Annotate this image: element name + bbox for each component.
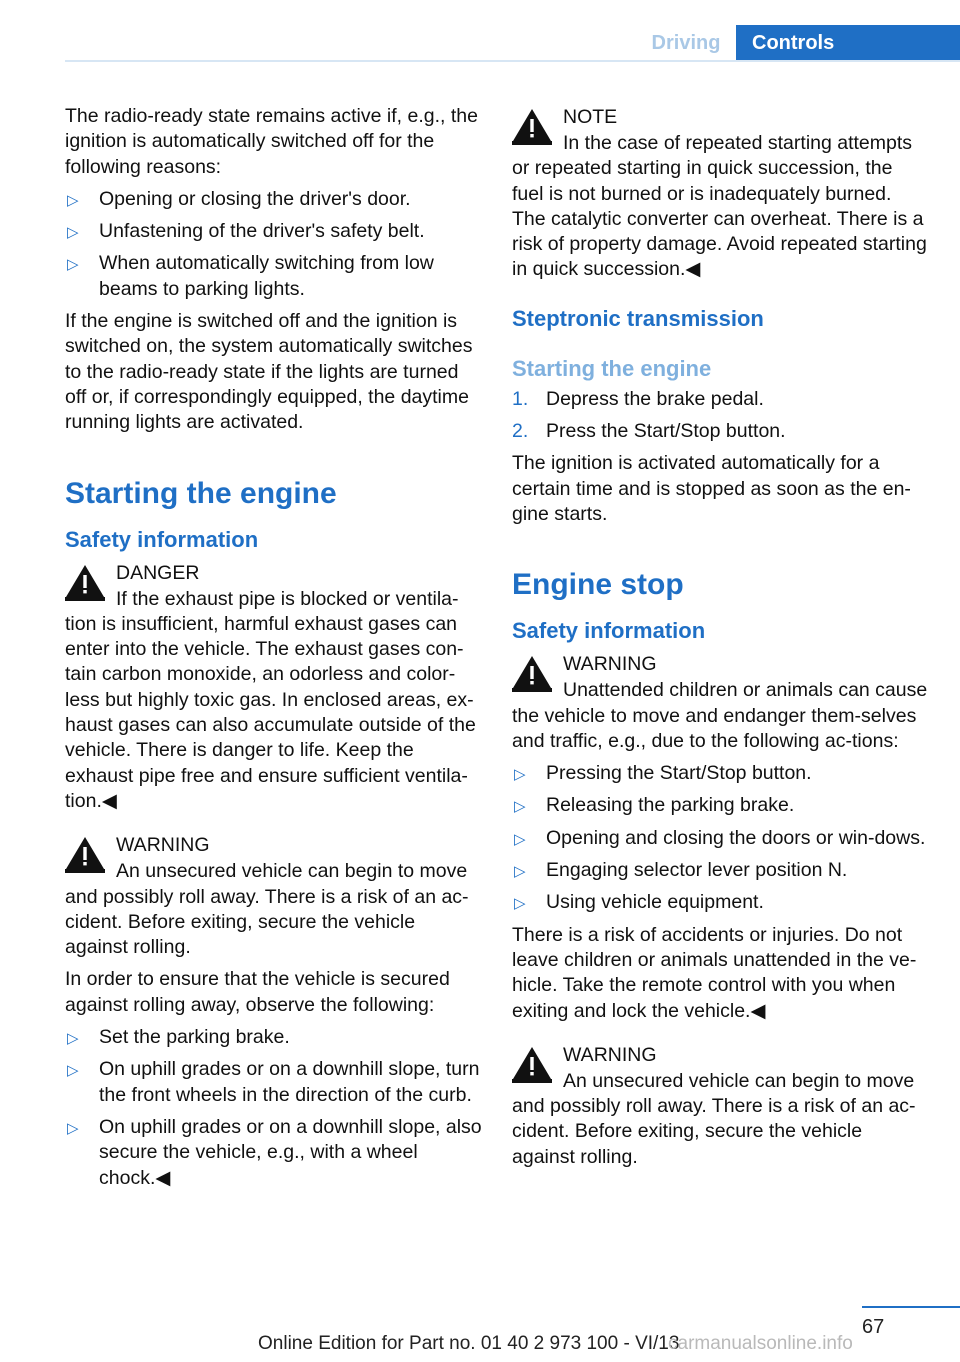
reasons-list (65, 187, 483, 302)
risk-paragraph: There is a risk of accidents or injuries. Do not leave children or animals unattended in the ve-hicle. Take the remote control with you when exiting and lock the vehicle.◀ (512, 923, 917, 1022)
list-item: ▷ Opening or closing the driver's door. (65, 187, 483, 212)
secure-paragraph: In order to ensure that the vehicle is secured against rolling away, observe the following: (65, 968, 450, 1016)
warning-triangle-icon (65, 563, 105, 601)
list-item: ▷ Opening and closing the doors or win-dows. (512, 826, 928, 851)
footer-rule (862, 1306, 960, 1308)
danger-label: DANGER (116, 561, 200, 584)
triangle-bullet-icon: ▷ (67, 1062, 79, 1080)
warning-text: An unsecured vehicle can begin to move and possibly roll away. There is a risk of an ac-cident. Before exiting, secure the vehicle against rolling. (512, 1069, 916, 1168)
edition-footer: Online Edition for Part no. 01 40 2 973 100 - VI/13 (258, 1333, 680, 1354)
left-column (65, 104, 483, 1198)
list-item: ▷ Unfastening of the driver's safety belt. (65, 219, 483, 244)
radio-ready-paragraph: If the engine is switched off and the ignition is switched on, the system automatically switches to the radio-ready state if the lights are turned off or, if correspondingly equipped, the daytime running lights are activated. (65, 310, 473, 434)
list-item: ▷ Pressing the Start/Stop button. (512, 761, 928, 786)
section-title-starting: Starting the engine (65, 476, 337, 510)
subsection-title-safety: Safety information (65, 526, 259, 552)
note-text: In the case of repeated starting attempts or repeated starting in quick succession, the fuel is not burned or is inadequately burned. The catalytic converter can overheat. There is a risk of property damage. Avoid repeated starting in quick succession.◀ (512, 132, 927, 281)
warning-triangle-icon (512, 1045, 552, 1083)
list-item: ▷ Using vehicle equipment. (512, 890, 928, 915)
triangle-bullet-icon: ▷ (514, 830, 526, 848)
page-number: 67 (862, 1316, 885, 1338)
triangle-bullet-icon: ▷ (67, 1119, 79, 1137)
subsection-title-starting: Starting the engine (512, 355, 712, 381)
list-item: ▷ On uphill grades or on a downhill slope, also secure the vehicle, e.g., with a wheel chock.◀ (67, 1115, 482, 1189)
ignition-paragraph: The ignition is activated automatically for a certain time and is stopped as soon as the en-gine starts. (512, 452, 911, 525)
actions-list (512, 761, 928, 915)
tab-driving: Driving (651, 32, 721, 54)
steps-list (65, 1025, 483, 1191)
warning-triangle-icon (65, 835, 105, 873)
list-item: ▷ When automatically switching from low beams to parking lights. (67, 252, 434, 300)
list-item: 2. Press the Start/Stop button. (512, 420, 786, 443)
triangle-bullet-icon: ▷ (67, 1030, 79, 1048)
triangle-bullet-icon: ▷ (514, 895, 526, 913)
warning-label: WARNING (563, 1043, 657, 1066)
tab-controls: Controls (736, 25, 960, 61)
triangle-bullet-icon: ▷ (67, 224, 79, 242)
warning-text: Unattended children or animals can cause the vehicle to move and endanger them-selves and traffic, e.g., due to the following ac-tions: (512, 679, 928, 752)
list-item: ▷ Engaging selector lever position N. (512, 858, 928, 883)
warning-text: An unsecured vehicle can begin to move and possibly roll away. There is a risk of an ac-cident. Before exiting, secure the vehicle against rolling. (65, 860, 469, 959)
section-title-engine-stop: Engine stop (512, 568, 684, 602)
list-item: 1. Depress the brake pedal. (512, 387, 764, 410)
list-item: ▷ Releasing the parking brake. (512, 793, 928, 818)
triangle-bullet-icon: ▷ (514, 798, 526, 816)
warning-triangle-icon (512, 107, 552, 145)
danger-text: If the exhaust pipe is blocked or ventila-tion is insufficient, harmful exhaust gases can enter into the vehicle. The exhaust gases con-tain carbon monoxide, an odorless and color-less but highly toxic gas. In enclosed areas, ex-haust gases can also accumulate outside of the vehicle. There is danger to life. Keep the exhaust pipe free and ensure sufficient ventila-tion.◀ (65, 587, 476, 812)
subsection-title-safety-2: Safety information (512, 618, 706, 644)
warning-label: WARNING (116, 834, 210, 857)
triangle-bullet-icon: ▷ (67, 256, 79, 274)
note-box (512, 104, 928, 283)
warning-box-rolling (512, 1042, 928, 1170)
right-column (512, 104, 928, 1177)
header-rule (65, 60, 960, 62)
warning-box-children (512, 651, 928, 754)
list-item: ▷ On uphill grades or on a downhill slope, turn the front wheels in the direction of the curb. (67, 1058, 480, 1106)
warning-label: WARNING (563, 653, 657, 676)
intro-paragraph: The radio-ready state remains active if, e.g., the ignition is automatically switched off for the following reasons: (65, 105, 478, 178)
triangle-bullet-icon: ▷ (514, 863, 526, 881)
warning-triangle-icon (512, 654, 552, 692)
warning-box (65, 832, 483, 960)
triangle-bullet-icon: ▷ (67, 191, 79, 209)
danger-box (65, 560, 483, 815)
numbered-steps (512, 387, 928, 445)
triangle-bullet-icon: ▷ (514, 766, 526, 784)
list-item: ▷ Set the parking brake. (65, 1025, 483, 1050)
watermark: carmanualsonline.info (668, 1333, 853, 1354)
note-label: NOTE (563, 106, 618, 128)
section-title-steptronic: Steptronic transmission (512, 305, 764, 331)
